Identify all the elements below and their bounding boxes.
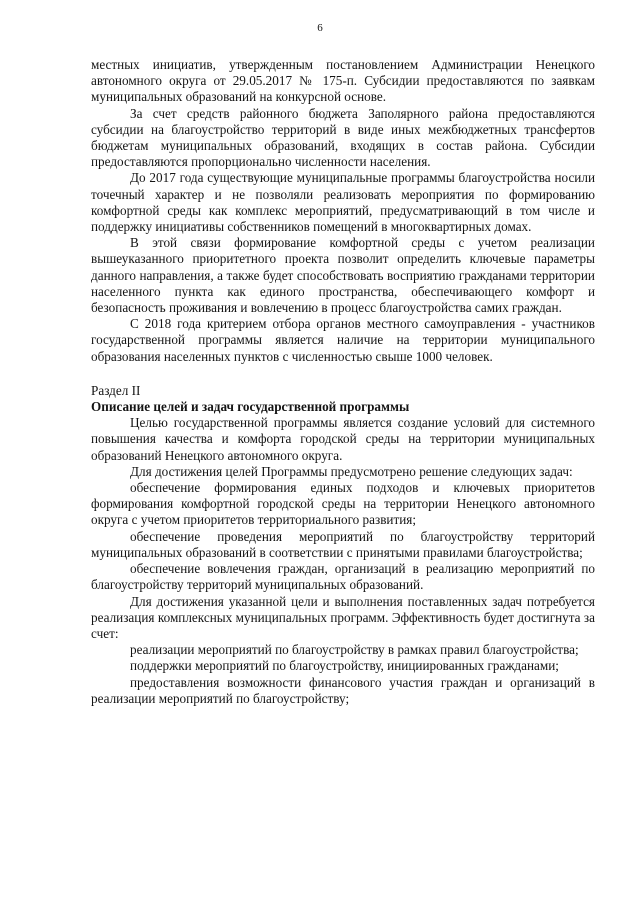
paragraph: обеспечение вовлечения граждан, организаций в реализацию мероприятий по благоустройству территорий муниципальных образований. (91, 561, 595, 593)
section-heading (91, 383, 595, 415)
paragraph: Для достижения указанной цели и выполнения поставленных задач потребуется реализация комплексных муниципальных программ. Эффективность будет достигнута за счет: (91, 593, 595, 641)
paragraph: обеспечение формирования единых подходов и ключевых приоритетов формирования комфортной городской среды на территории Ненецкого автономного округа с учетом приоритетов территориального развития; (91, 480, 595, 528)
paragraph: С 2018 года критерием отбора органов местного самоуправления - участников государственной программы является наличие на территории муниципального образования населенных пунктов с численностью свыше 1000 человек. (91, 316, 595, 364)
paragraph: За счет средств районного бюджета Заполярного района предоставляются субсидии на благоустройство территорий в виде иных межбюджетных трансфертов бюджетам муниципальных образований, входящих в состав района. Субсидии предоставляются пропорционально численности населения. (91, 105, 595, 170)
page-number: 6 (317, 22, 323, 34)
section-title: Описание целей и задач государственной программы (91, 399, 410, 415)
document-body (91, 57, 595, 707)
paragraph: местных инициатив, утвержденным постановлением Администрации Ненецкого автономного округа от 29.05.2017 № 175-п. Субсидии предоставляются по заявкам муниципальных образований на конкурсной основе. (91, 57, 595, 105)
section-number: Раздел II (91, 382, 141, 398)
paragraph: реализации мероприятий по благоустройству в рамках правил благоустройства; (130, 642, 579, 658)
paragraph: В этой связи формирование комфортной среды с учетом реализации вышеуказанного приоритетного проекта позволит определить ключевые параметры данного направления, а также будет способствовать восприятию гражданами территории населенного пункта как единого пространства, обеспечивающего комфорт и безопасность проживания и вовлечению в процесс благоустройства самих граждан. (91, 235, 595, 316)
paragraph: Для достижения целей Программы предусмотрено решение следующих задач: (130, 463, 573, 479)
paragraph: До 2017 года существующие муниципальные программы благоустройства носили точечный характер и не позволяли реализовать мероприятия по формированию комфортной среды как комплекс мероприятий, предусматривающий в том числе и поддержку инициативы собственников помещений в многоквартирных домах. (91, 170, 595, 235)
paragraph: поддержки мероприятий по благоустройству, инициированных гражданами; (130, 658, 559, 674)
paragraph: Целью государственной программы является создание условий для системного повышения качества и комфорта городской среды на территории муниципальных образований Ненецкого автономного округа. (91, 415, 595, 463)
paragraph: предоставления возможности финансового участия граждан и организаций в реализации мероприятий по благоустройству; (91, 674, 595, 706)
paragraph: обеспечение проведения мероприятий по благоустройству территорий муниципальных образований в соответствии с принятыми правилами благоустройства; (91, 528, 595, 560)
